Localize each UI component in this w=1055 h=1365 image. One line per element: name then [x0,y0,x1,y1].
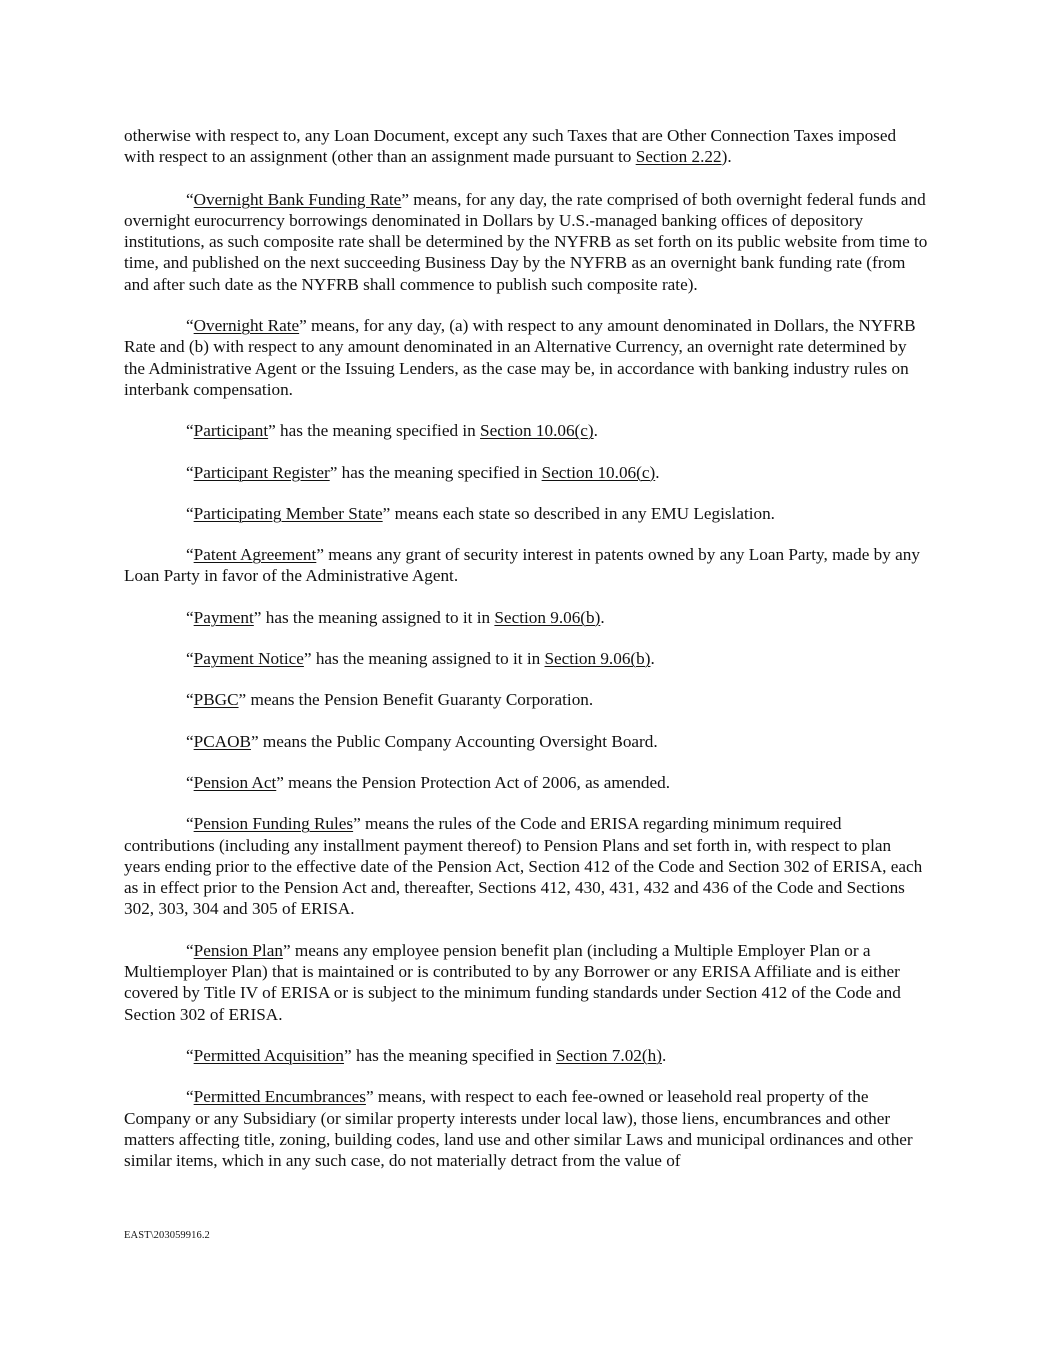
definition-text: ” means the Pension Protection Act of 2006, as amended. [276,772,671,792]
definition-text: ” has the meaning specified in [344,1045,556,1065]
paragraph-text: otherwise with respect to, any Loan Document, except any such Taxes that are Other Connection Taxes imposed with respect to an assignment (other than an assignment made pursuant to [124,126,897,167]
definition-permitted-encumbrances: “Permitted Encumbrances” means, with respect to each fee-owned or leasehold real property of the Company or any Subsidiary (or similar property interests under local law), those liens, encumbrances and other matters affecting title, zoning, building codes, land use and other similar Laws and municipal ordinances and other similar items, which in any such case, do not materially detract from the value of [124,1087,913,1171]
section-reference: Section 9.06(b) [544,649,651,669]
defined-term: Pension Act [193,772,277,792]
defined-term: PCAOB [193,731,251,751]
defined-term: Payment [193,607,254,627]
definition-text: ” means any grant of security interest in patents owned by any Loan Party, made by any Loan Party in favor of the Administrative Agent. [124,545,920,586]
document-id-footer: EAST\203059916.2 [124,1230,210,1241]
paragraph-continuation [124,125,929,168]
defined-term: PBGC [193,690,239,710]
section-reference: Section 9.06(b) [494,607,601,627]
defined-term: Pension Funding Rules [193,814,354,834]
definition-pension-act: “Pension Act” means the Pension Protection Act of 2006, as amended. [186,772,671,792]
defined-term: Overnight Rate [193,316,300,336]
section-reference: Section 7.02(h) [555,1045,662,1065]
definition-text: ” means any employee pension benefit plan (including a Multiple Employer Plan or a Multiemployer Plan) that is maintained or is contributed to by any Borrower or any ERISA Affiliate and is either covered by Title IV of ERISA or is subject to the minimum funding standards under Section 412 of the Code and Section 302 of ERISA. [124,940,901,1024]
section-reference: Section 10.06(c) [480,421,594,441]
definition-text: ” means, for any day, the rate comprised of both overnight federal funds and overnight eurocurrency borrowings denominated in Dollars by U.S.-managed banking offices of depository institutions, as such composite rate shall be determined by the NYFRB as set forth on its public website from time to time, and published on the next succeeding Business Day by the NYFRB as an overnight bank funding rate (from and after such date as the NYFRB shall commence to publish such composite rate). [124,189,928,294]
definition-payment: “Payment” has the meaning assigned to it in Section 9.06(b). [186,607,605,627]
defined-term: Participating Member State [193,503,383,523]
defined-term: Permitted Acquisition [193,1045,345,1065]
document-body [124,125,929,1191]
defined-term: Permitted Encumbrances [193,1087,366,1107]
definition-text: ” means each state so described in any EMU Legislation. [382,503,775,523]
definition-text: ” has the meaning specified in [268,421,481,441]
definition-pbgc: “PBGC” means the Pension Benefit Guaranty Corporation. [186,690,594,710]
paragraph-text: ). [721,147,732,167]
defined-term: Participant Register [193,462,330,482]
definition-participant: “Participant” has the meaning specified in Section 10.06(c). [186,421,598,441]
definition-text: ” has the meaning specified in [329,462,542,482]
defined-term: Patent Agreement [193,545,317,565]
section-reference: Section 10.06(c) [541,462,656,482]
definition-text: ” means the rules of the Code and ERISA regarding minimum required contributions (including any installment payment thereof) to Pension Plans and set forth in, with respect to plan years ending prior to the effective date of the Pension Act, Section 412 of the Code and Section 302 of ERISA, each as in effect prior to the Pension Act and, thereafter, Sections 412, 430, 431, 432 and 436 of the Code and Sections 302, 303, 304 and 305 of ERISA. [124,814,923,919]
definition-pension-plan: “Pension Plan” means any employee pension benefit plan (including a Multiple Employer Plan or a Multiemployer Plan) that is maintained or is contributed to by any Borrower or any ERISA Affiliate and is either covered by Title IV of ERISA or is subject to the minimum funding standards under Section 412 of the Code and Section 302 of ERISA. [124,940,901,1024]
defined-term: Overnight Bank Funding Rate [193,189,402,209]
definition-overnight-bank-funding-rate: “Overnight Bank Funding Rate” means, for any day, the rate comprised of both overnight federal funds and overnight eurocurrency borrowings denominated in Dollars by U.S.-managed banking offices of depository institutions, as such composite rate shall be determined by the NYFRB as set forth on its public website from time to time, and published on the next succeeding Business Day by the NYFRB as an overnight bank funding rate (from and after such date as the NYFRB shall commence to publish such composite rate). [124,189,928,294]
definition-text: ” has the meaning assigned to it in [253,607,495,627]
definition-text: ” means the Pension Benefit Guaranty Corporation. [238,690,594,710]
definition-pcaob: “PCAOB” means the Public Company Accounting Oversight Board. [186,731,658,751]
definition-text: ” means, with respect to each fee-owned or leasehold real property of the Company or any Subsidiary (or similar property interests under local law), those liens, encumbrances and other matters affecting title, zoning, building codes, land use and other similar Laws and municipal ordinances and other similar items, which in any such case, do not materially detract from the value of [124,1087,913,1171]
definition-text: ” has the meaning assigned to it in [303,649,545,669]
defined-term: Participant [193,421,269,441]
definition-text: ” means, for any day, (a) with respect to any amount denominated in Dollars, the NYFRB Rate and (b) with respect to any amount denominated in an Alternative Currency, an overnight rate determined by the Administrative Agent or the Issuing Lenders, as the case may be, in accordance with banking industry rules on interbank compensation. [124,316,916,399]
defined-term: Payment Notice [193,649,304,669]
section-reference: Section 2.22 [635,147,722,167]
definition-participating-member-state: “Participating Member State” means each state so described in any EMU Legislation. [186,503,775,523]
definition-pension-funding-rules: “Pension Funding Rules” means the rules of the Code and ERISA regarding minimum required contributions (including any installment payment thereof) to Pension Plans and set forth in, with respect to plan years ending prior to the effective date of the Pension Act, Section 412 of the Code and Section 302 of ERISA, each as in effect prior to the Pension Act and, thereafter, Sections 412, 430, 431, 432 and 436 of the Code and Sections 302, 303, 304 and 305 of ERISA. [124,814,923,919]
definition-participant-register: “Participant Register” has the meaning specified in Section 10.06(c). [186,462,660,482]
definition-permitted-acquisition: “Permitted Acquisition” has the meaning specified in Section 7.02(h). [186,1045,667,1065]
definition-text: ” means the Public Company Accounting Oversight Board. [250,731,658,751]
definition-patent-agreement: “Patent Agreement” means any grant of security interest in patents owned by any Loan Party, made by any Loan Party in favor of the Administrative Agent. [124,545,920,586]
definition-overnight-rate: “Overnight Rate” means, for any day, (a) with respect to any amount denominated in Dollars, the NYFRB Rate and (b) with respect to any amount denominated in an Alternative Currency, an overnight rate determined by the Administrative Agent or the Issuing Lenders, as the case may be, in accordance with banking industry rules on interbank compensation. [124,316,916,399]
defined-term: Pension Plan [193,940,283,960]
definition-payment-notice: “Payment Notice” has the meaning assigned to it in Section 9.06(b). [186,649,655,669]
